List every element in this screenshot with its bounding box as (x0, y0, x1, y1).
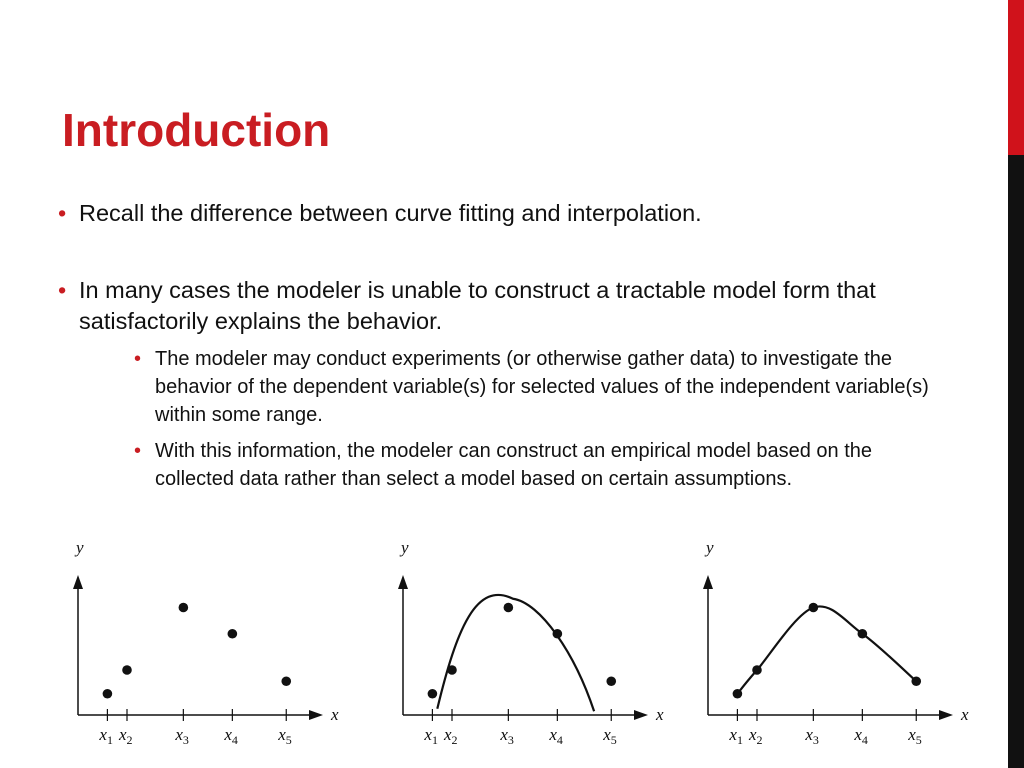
x-tick-label: $x_4$ (224, 725, 238, 747)
x-axis-arrow-icon (634, 710, 648, 720)
plot-svg-scatter (60, 530, 360, 760)
fitted-curve-line (437, 595, 594, 711)
x-axis-label: x (331, 705, 339, 724)
figure-area (0, 530, 1000, 760)
data-point (447, 665, 457, 675)
sub-bullet-item (134, 345, 948, 429)
plot-svg-fitted-curve (385, 530, 685, 760)
x-tick-label: $x_1$ (424, 725, 438, 747)
bullet-dot-icon: • (58, 277, 67, 303)
data-point (179, 603, 189, 613)
x-axis-label: x (656, 705, 664, 724)
bullet-text: Recall the difference between curve fitting and interpolation. (79, 200, 702, 226)
slide-title: Introduction (62, 104, 331, 156)
bullet-item (58, 275, 948, 493)
data-point (911, 676, 921, 686)
x-tick-label: $x_3$ (805, 725, 819, 747)
x-tick-label: $x_1$ (729, 725, 743, 747)
x-tick-label: $x_2$ (749, 725, 763, 747)
bullet-item (58, 198, 948, 229)
plot-scatter (60, 530, 360, 760)
data-point (752, 665, 762, 675)
y-axis-arrow-icon (398, 575, 408, 589)
x-tick-label: $x_5$ (603, 725, 617, 747)
bullet-text: In many cases the modeler is unable to construct a tractable model form that satisfactorily explains the behavior. (79, 277, 876, 334)
interpolating-curve-line (737, 606, 916, 693)
plot-interpolating-curve (690, 530, 990, 760)
data-point (733, 689, 743, 699)
y-axis-label: y (76, 538, 84, 557)
x-axis-arrow-icon (309, 710, 323, 720)
y-axis-arrow-icon (73, 575, 83, 589)
x-tick-label: $x_2$ (444, 725, 458, 747)
data-point (809, 603, 819, 613)
side-accent-bar-red (1008, 0, 1024, 155)
plot-fitted-curve (385, 530, 685, 760)
data-point (103, 689, 113, 699)
data-point (553, 629, 563, 639)
data-point (228, 629, 238, 639)
data-point (428, 689, 438, 699)
data-point (606, 676, 616, 686)
data-point (504, 603, 514, 613)
data-point (858, 629, 868, 639)
bullet-dot-icon: • (58, 200, 67, 226)
sub-bullet-list (79, 345, 948, 493)
side-accent-bar-black (1008, 155, 1024, 768)
x-tick-label: $x_1$ (99, 725, 113, 747)
y-axis-arrow-icon (703, 575, 713, 589)
data-point (281, 676, 291, 686)
sub-bullet-text: The modeler may conduct experiments (or otherwise gather data) to investigate the behavior of the dependent variable(s) for selected values of the independent variable(s) within some range. (155, 348, 929, 426)
x-tick-label: $x_4$ (549, 725, 563, 747)
y-axis-label: y (706, 538, 714, 557)
bullet-dot-icon: • (134, 348, 142, 370)
bullet-list (58, 198, 948, 493)
x-tick-label: $x_2$ (119, 725, 133, 747)
x-axis-arrow-icon (939, 710, 953, 720)
y-axis-label: y (401, 538, 409, 557)
sub-bullet-text: With this information, the modeler can construct an empirical model based on the collected data rather than select a model based on certain assumptions. (155, 440, 873, 490)
x-tick-label: $x_5$ (908, 725, 922, 747)
plot-svg-interpolating-curve (690, 530, 990, 760)
x-tick-label: $x_3$ (500, 725, 514, 747)
data-point (122, 665, 132, 675)
x-tick-label: $x_5$ (278, 725, 292, 747)
bullet-dot-icon: • (134, 440, 142, 462)
x-tick-label: $x_3$ (175, 725, 189, 747)
sub-bullet-item (134, 437, 948, 493)
x-tick-label: $x_4$ (854, 725, 868, 747)
x-axis-label: x (961, 705, 969, 724)
